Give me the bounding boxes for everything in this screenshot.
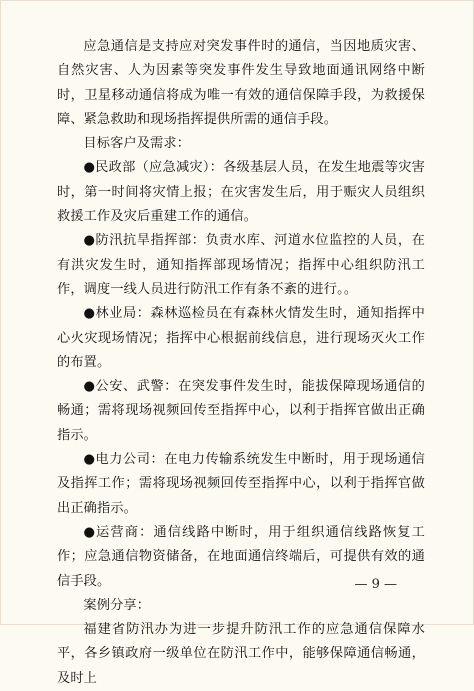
page-number: — 9 —: [354, 577, 397, 592]
paragraph-intro: 应急通信是支持应对突发事件时的通信，当因地质灾害、自然灾害、人为因素等突发事件发生导致地面通讯网络中断时，卫星移动通信将成为唯一有效的通信保障手段，为救援保障、紧急救助和现场指挥提供所需的通信手段。: [57, 39, 425, 127]
bullet-police: ●公安、武警：在突发事件发生时，能拔保障现场通信的畅通；需将现场视频回传至指挥中心，以利于指挥官做出正确指示。: [57, 379, 425, 443]
bullet-flood-control: ●防汛抗旱指挥部：负责水库、河道水位监控的人员，在有洪灾发生时，通知指挥部现场情况；指挥中心组织防汛工作，调度一线人员进行防汛工作有条不紊的进行。。: [57, 233, 425, 297]
bullet-operators: ●运营商：通信线路中断时，用于组织通信线路恢复工作；应急通信物资储备，在地面通信终端后，可提供有效的通信手段。: [57, 524, 425, 589]
bullet-forestry: ●林业局：森林巡检员在有森林火情发生时，通知指挥中心火灾现场情况；指挥中心根据前线信息，进行现场灭火工作的布置。: [57, 306, 425, 370]
heading-target-customers: 目标客户及需求：: [83, 136, 191, 152]
bullet-civil-affairs: ●民政部（应急减灾）：各级基层人员，在发生地震等灾害时，第一时间将灾情上报；在灾害发生后，用于赈灾人员组织救援工作及灾后重建工作的通信。: [57, 160, 425, 225]
paragraph-case-study: 福建省防汛办为进一步提升防汛工作的应急通信保障水平，各乡镇政府一级单位在防汛工作中，能够保障通信畅通，及时上: [57, 622, 425, 686]
heading-case-study: 案例分享：: [83, 597, 151, 613]
body-text: [57, 35, 425, 691]
bullet-power-company: ●电力公司：在电力传输系统发生中断时，用于现场通信及指挥工作；需将现场视频回传至指挥中心，以利于指挥官做出正确指示。: [57, 452, 425, 516]
